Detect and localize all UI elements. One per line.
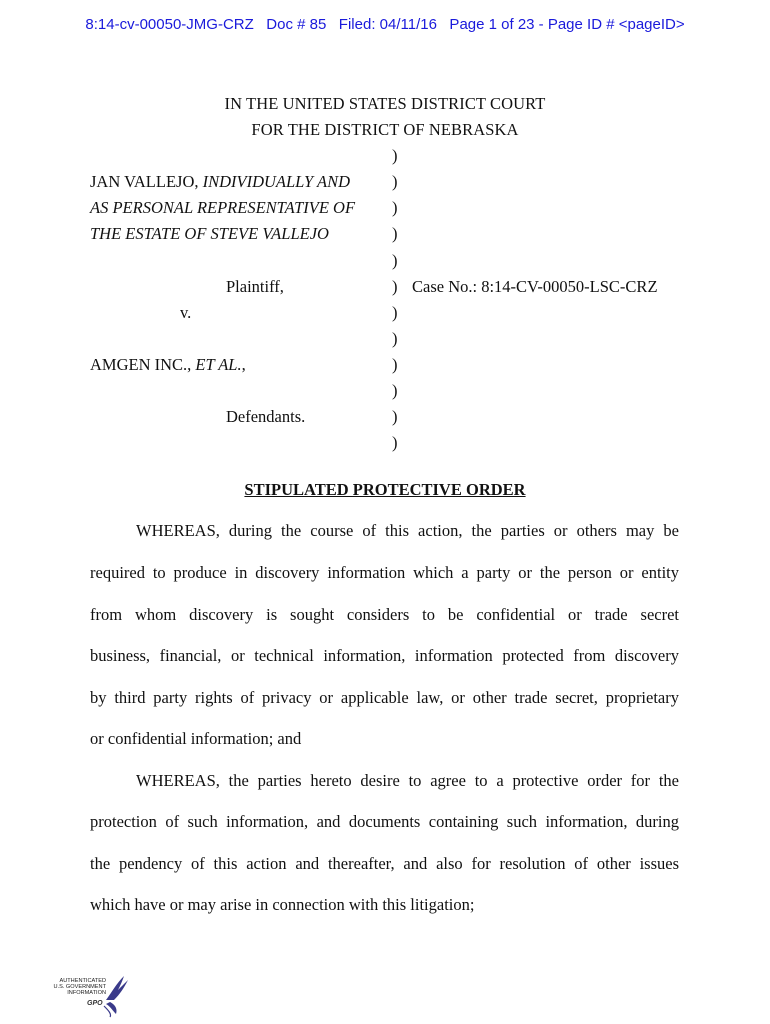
body-line: required to produce in discovery information which a party or the person or entity xyxy=(90,563,679,582)
defendant-name: AMGEN INC., ET AL., xyxy=(90,355,246,374)
court-district: FOR THE DISTRICT OF NEBRASKA xyxy=(251,120,519,139)
plaintiff-name-line1: JAN VALLEJO, INDIVIDUALLY AND xyxy=(90,172,351,191)
caption-paren: ) xyxy=(392,251,398,270)
court-name: IN THE UNITED STATES DISTRICT COURT xyxy=(224,94,546,113)
caption-paren: ) xyxy=(392,433,398,452)
seal-text: AUTHENTICATED U.S. GOVERNMENT INFORMATION xyxy=(53,978,106,997)
caption-paren: ) xyxy=(392,172,398,191)
plaintiff-name-line3: THE ESTATE OF STEVE VALLEJO xyxy=(90,224,329,243)
caption-paren: ) xyxy=(392,277,398,296)
body-line: or confidential information; and xyxy=(90,729,302,748)
caption-paren: ) xyxy=(392,329,398,348)
body-line: which have or may arise in connection with this litigation; xyxy=(90,895,475,914)
plaintiff-name-line2: AS PERSONAL REPRESENTATIVE OF xyxy=(90,198,356,217)
document-title: STIPULATED PROTECTIVE ORDER xyxy=(244,480,526,499)
seal-gpo-label: GPO xyxy=(87,1000,103,1007)
defendant-role: Defendants. xyxy=(226,407,306,426)
eagle-icon xyxy=(40,970,130,1018)
document-header-stamp: 8:14-cv-00050-JMG-CRZ Doc # 85 Filed: 04/11/16 Page 1 of 23 - Page ID # <pageID> xyxy=(85,16,685,33)
caption-paren: ) xyxy=(392,198,398,217)
plaintiff-role: Plaintiff, xyxy=(226,277,284,296)
body-line: business, financial, or technical information, information protected from discovery xyxy=(90,646,679,665)
body-line: from whom discovery is sought considers to be confidential or trade secret xyxy=(90,605,679,624)
caption-paren: ) xyxy=(392,381,398,400)
caption-paren: ) xyxy=(392,303,398,322)
caption-paren: ) xyxy=(392,146,398,165)
body-line: by third party rights of privacy or applicable law, or other trade secret, proprietary xyxy=(90,688,679,707)
caption-paren: ) xyxy=(392,224,398,243)
caption-paren: ) xyxy=(392,355,398,374)
body-line: the pendency of this action and thereafter, and also for resolution of other issues xyxy=(90,854,679,873)
gpo-authentication-seal xyxy=(40,970,130,1018)
caption-paren: ) xyxy=(392,407,398,426)
body-line: WHEREAS, the parties hereto desire to agree to a protective order for the xyxy=(136,771,679,790)
case-number: Case No.: 8:14-CV-00050-LSC-CRZ xyxy=(412,277,658,296)
body-line: protection of such information, and documents containing such information, during xyxy=(90,812,679,831)
body-line: WHEREAS, during the course of this action, the parties or others may be xyxy=(136,521,679,540)
versus: v. xyxy=(180,303,192,322)
